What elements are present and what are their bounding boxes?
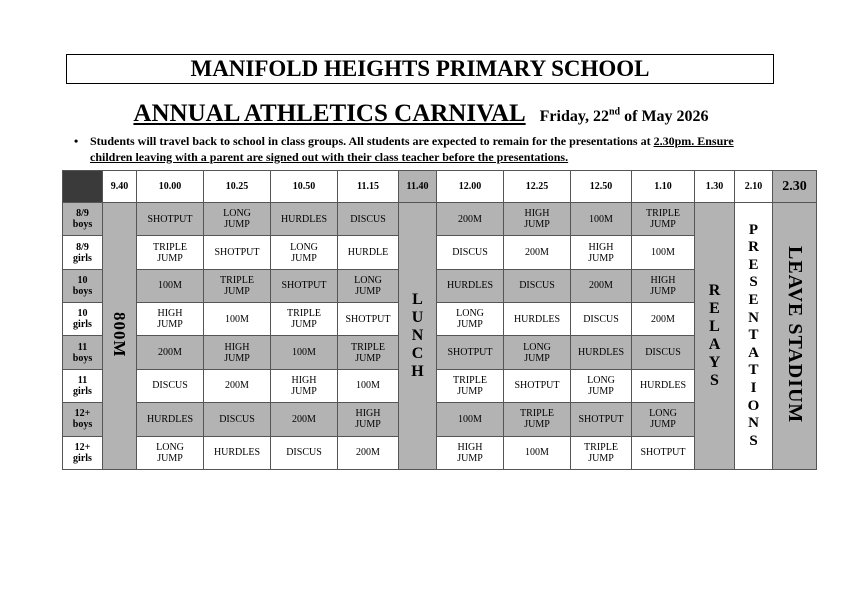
event-line: LONG xyxy=(223,208,251,220)
event-line: SHOTPUT xyxy=(281,280,327,292)
event-cell xyxy=(204,436,271,469)
presentations-letter: O xyxy=(747,397,760,414)
presentations-letter: E xyxy=(748,256,759,273)
span-presentations-text xyxy=(735,222,772,451)
event-line: HIGH xyxy=(157,308,183,320)
event-cell xyxy=(632,203,695,236)
event-line: 100M xyxy=(458,413,482,425)
relays-letter: Y xyxy=(708,354,721,371)
event-line: 200M xyxy=(651,313,675,325)
event-line: LONG xyxy=(456,308,484,320)
event-line: JUMP xyxy=(650,219,676,231)
event-line: HIGH xyxy=(457,441,483,453)
event-title: ANNUAL ATHLETICS CARNIVAL xyxy=(133,100,526,127)
header-row xyxy=(63,171,817,203)
event-cell xyxy=(271,236,338,269)
event-line: JUMP xyxy=(650,419,676,431)
group-label xyxy=(63,436,103,469)
presentations-letter: N xyxy=(748,309,759,326)
group-label-line: girls xyxy=(73,452,92,464)
event-line: HURDLE xyxy=(347,247,389,259)
event-line: HIGH xyxy=(291,374,317,386)
event-cell xyxy=(437,203,504,236)
event-line: 200M xyxy=(589,280,613,292)
event-cell xyxy=(338,369,399,402)
event-line: DISCUS xyxy=(152,380,188,392)
event-line: 100M xyxy=(525,447,549,459)
time-header: 10.00 xyxy=(137,171,204,203)
presentations-letter: P xyxy=(748,221,759,238)
group-row xyxy=(63,203,817,236)
event-cell xyxy=(204,303,271,336)
school-name: MANIFOLD HEIGHTS PRIMARY SCHOOL xyxy=(66,54,774,84)
event-line: HURDLES xyxy=(639,380,687,392)
group-label xyxy=(63,336,103,369)
event-cell xyxy=(632,303,695,336)
event-cell xyxy=(504,203,571,236)
event-cell xyxy=(632,269,695,302)
span-leave-stadium xyxy=(773,203,817,470)
event-cell xyxy=(137,236,204,269)
event-cell xyxy=(632,436,695,469)
event-line: JUMP xyxy=(224,352,250,364)
event-line: JUMP xyxy=(588,385,614,397)
bullet-icon: • xyxy=(74,134,79,148)
group-label-line: 8/9 xyxy=(76,241,89,253)
event-line: JUMP xyxy=(588,252,614,264)
event-line: 200M xyxy=(356,447,380,459)
event-cell xyxy=(338,236,399,269)
presentations-letter: S xyxy=(749,274,758,291)
event-line: JUMP xyxy=(355,285,381,297)
event-cell xyxy=(632,403,695,436)
event-line: HIGH xyxy=(355,408,381,420)
event-line: DISCUS xyxy=(219,413,255,425)
event-line: JUMP xyxy=(524,419,550,431)
event-line: 100M xyxy=(158,280,182,292)
event-line: 200M xyxy=(225,380,249,392)
event-cell xyxy=(437,403,504,436)
time-header: 11.40 xyxy=(399,171,437,203)
event-line: JUMP xyxy=(157,452,183,464)
event-line: SHOTPUT xyxy=(345,313,391,325)
relays-letter: L xyxy=(709,318,720,335)
time-header: 12.00 xyxy=(437,171,504,203)
group-label-line: boys xyxy=(72,285,93,297)
event-line: TRIPLE xyxy=(220,274,254,286)
event-line: HIGH xyxy=(224,341,250,353)
time-header: 10.25 xyxy=(204,171,271,203)
presentations-letter: I xyxy=(750,379,757,396)
event-line: TRIPLE xyxy=(520,408,554,420)
event-line: HURDLES xyxy=(280,213,328,225)
lunch-letter: C xyxy=(411,345,424,362)
lunch-letter: L xyxy=(412,291,423,308)
event-cell xyxy=(571,369,632,402)
group-label xyxy=(63,369,103,402)
event-cell xyxy=(338,436,399,469)
event-line: HURDLES xyxy=(213,447,261,459)
event-line: 100M xyxy=(589,213,613,225)
event-cell xyxy=(204,203,271,236)
presentations-letter: A xyxy=(748,344,759,361)
time-header: 1.10 xyxy=(632,171,695,203)
event-line: SHOTPUT xyxy=(447,347,493,359)
event-line: JUMP xyxy=(355,419,381,431)
schedule-table xyxy=(62,170,817,470)
relays-letter: E xyxy=(709,300,720,317)
time-header: 2.30 xyxy=(773,171,817,203)
relays-letter: A xyxy=(708,336,721,353)
event-cell xyxy=(338,336,399,369)
group-label-line: 12+ xyxy=(74,408,91,420)
event-line: JUMP xyxy=(291,319,317,331)
event-cell xyxy=(137,336,204,369)
notice xyxy=(74,133,774,165)
event-cell xyxy=(571,269,632,302)
event-cell xyxy=(204,336,271,369)
group-label-line: 10 xyxy=(77,274,88,286)
event-cell xyxy=(204,236,271,269)
event-line: DISCUS xyxy=(519,280,555,292)
time-header: 1.30 xyxy=(695,171,735,203)
event-line: SHOTPUT xyxy=(214,247,260,259)
event-cell xyxy=(437,336,504,369)
event-line: LONG xyxy=(290,241,318,253)
span-leave-text: LEAVE STADIUM xyxy=(784,245,806,424)
event-line: HIGH xyxy=(524,208,550,220)
event-line: 100M xyxy=(651,247,675,259)
span-relays xyxy=(695,203,735,470)
event-cell xyxy=(504,269,571,302)
event-cell xyxy=(437,369,504,402)
event-line: JUMP xyxy=(355,352,381,364)
event-cell xyxy=(338,303,399,336)
event-line: JUMP xyxy=(524,219,550,231)
event-line: LONG xyxy=(354,274,382,286)
time-header: 2.10 xyxy=(735,171,773,203)
event-cell xyxy=(338,203,399,236)
event-cell xyxy=(204,269,271,302)
presentations-letter: N xyxy=(748,415,759,432)
event-line: SHOTPUT xyxy=(640,447,686,459)
lunch-letter: U xyxy=(411,309,424,326)
event-line: TRIPLE xyxy=(584,441,618,453)
lunch-letter: H xyxy=(411,363,424,380)
presentations-letter: E xyxy=(748,292,759,309)
group-label-line: 8/9 xyxy=(76,208,89,220)
group-label xyxy=(63,203,103,236)
event-line: DISCUS xyxy=(452,247,488,259)
relays-letter: S xyxy=(710,372,719,389)
group-label-line: girls xyxy=(73,319,92,331)
group-label xyxy=(63,236,103,269)
event-line: DISCUS xyxy=(350,213,386,225)
event-cell xyxy=(632,369,695,402)
event-line: JUMP xyxy=(524,352,550,364)
span-800m xyxy=(103,203,137,470)
event-date: Friday, 22nd of May 2026 xyxy=(539,106,709,125)
event-line: 200M xyxy=(458,213,482,225)
event-line: SHOTPUT xyxy=(514,380,560,392)
event-cell xyxy=(632,336,695,369)
event-cell xyxy=(571,303,632,336)
event-line: JUMP xyxy=(224,219,250,231)
time-header: 12.50 xyxy=(571,171,632,203)
event-cell xyxy=(504,236,571,269)
time-header: 11.15 xyxy=(338,171,399,203)
event-cell xyxy=(571,236,632,269)
event-cell xyxy=(137,303,204,336)
event-line: JUMP xyxy=(291,385,317,397)
event-line: JUMP xyxy=(291,252,317,264)
event-line: JUMP xyxy=(457,385,483,397)
event-line: JUMP xyxy=(650,285,676,297)
event-line: TRIPLE xyxy=(453,374,487,386)
event-line: 100M xyxy=(356,380,380,392)
presentations-letter: R xyxy=(748,239,759,256)
event-line: 200M xyxy=(158,347,182,359)
event-cell xyxy=(571,403,632,436)
span-presentations xyxy=(735,203,773,470)
event-cell xyxy=(437,436,504,469)
event-line: LONG xyxy=(587,374,615,386)
event-heading xyxy=(0,100,842,128)
event-cell xyxy=(571,336,632,369)
group-label-line: boys xyxy=(72,352,93,364)
event-line: DISCUS xyxy=(583,313,619,325)
event-line: HIGH xyxy=(650,274,676,286)
span-800m-text: 800M xyxy=(110,311,129,358)
event-line: JUMP xyxy=(588,452,614,464)
event-cell xyxy=(571,203,632,236)
span-lunch xyxy=(399,203,437,470)
event-line: JUMP xyxy=(224,285,250,297)
event-line: JUMP xyxy=(457,452,483,464)
event-cell xyxy=(137,403,204,436)
lunch-letter: N xyxy=(411,327,424,344)
event-cell xyxy=(137,436,204,469)
event-cell xyxy=(271,369,338,402)
event-cell xyxy=(204,403,271,436)
group-label-line: girls xyxy=(73,252,92,264)
group-label-line: 11 xyxy=(77,374,88,386)
event-line: SHOTPUT xyxy=(147,213,193,225)
event-line: TRIPLE xyxy=(287,308,321,320)
presentations-letter: T xyxy=(748,327,759,344)
event-line: HURDLES xyxy=(513,313,561,325)
span-lunch-text xyxy=(399,291,436,381)
span-relays-text xyxy=(695,282,734,390)
event-cell xyxy=(338,269,399,302)
event-line: SHOTPUT xyxy=(578,413,624,425)
event-line: TRIPLE xyxy=(153,241,187,253)
event-line: JUMP xyxy=(157,252,183,264)
group-label xyxy=(63,269,103,302)
event-cell xyxy=(271,303,338,336)
event-cell xyxy=(504,369,571,402)
event-cell xyxy=(632,236,695,269)
presentations-letter: T xyxy=(748,362,759,379)
event-line: LONG xyxy=(649,408,677,420)
event-cell xyxy=(137,369,204,402)
event-line: DISCUS xyxy=(286,447,322,459)
event-cell xyxy=(271,403,338,436)
time-header: 9.40 xyxy=(103,171,137,203)
event-line: HIGH xyxy=(588,241,614,253)
relays-letter: R xyxy=(708,282,721,299)
event-line: TRIPLE xyxy=(646,208,680,220)
event-line: 100M xyxy=(225,313,249,325)
event-cell xyxy=(271,203,338,236)
event-line: 200M xyxy=(292,413,316,425)
time-header: 10.50 xyxy=(271,171,338,203)
event-cell xyxy=(504,403,571,436)
event-cell xyxy=(137,269,204,302)
event-cell xyxy=(437,269,504,302)
event-cell xyxy=(338,403,399,436)
event-line: JUMP xyxy=(457,319,483,331)
group-label-line: 11 xyxy=(77,341,88,353)
group-label-line: boys xyxy=(72,419,93,431)
event-cell xyxy=(504,436,571,469)
group-label-line: 12+ xyxy=(74,441,91,453)
presentations-letter: S xyxy=(749,432,758,449)
time-header: 12.25 xyxy=(504,171,571,203)
event-cell xyxy=(137,203,204,236)
corner-cell xyxy=(63,171,103,203)
event-cell xyxy=(504,303,571,336)
event-cell xyxy=(204,369,271,402)
group-label-line: girls xyxy=(73,385,92,397)
event-line: LONG xyxy=(156,441,184,453)
group-label-line: boys xyxy=(72,219,93,231)
group-label xyxy=(63,303,103,336)
event-cell xyxy=(271,436,338,469)
event-cell xyxy=(271,336,338,369)
event-cell xyxy=(504,336,571,369)
event-cell xyxy=(437,236,504,269)
event-cell xyxy=(437,303,504,336)
group-label xyxy=(63,403,103,436)
notice-text: Students will travel back to school in class groups. All students are expected to remain for the presentations at 2.30pm. Ensure children leaving with a parent are signed out with their class teacher before the presentations. xyxy=(90,134,734,164)
event-cell xyxy=(271,269,338,302)
event-line: 100M xyxy=(292,347,316,359)
event-line: TRIPLE xyxy=(351,341,385,353)
event-line: JUMP xyxy=(157,319,183,331)
event-line: 200M xyxy=(525,247,549,259)
event-line: DISCUS xyxy=(645,347,681,359)
event-line: HURDLES xyxy=(577,347,625,359)
event-cell xyxy=(571,436,632,469)
event-line: HURDLES xyxy=(146,413,194,425)
event-line: LONG xyxy=(523,341,551,353)
group-label-line: 10 xyxy=(77,308,88,320)
event-line: HURDLES xyxy=(446,280,494,292)
